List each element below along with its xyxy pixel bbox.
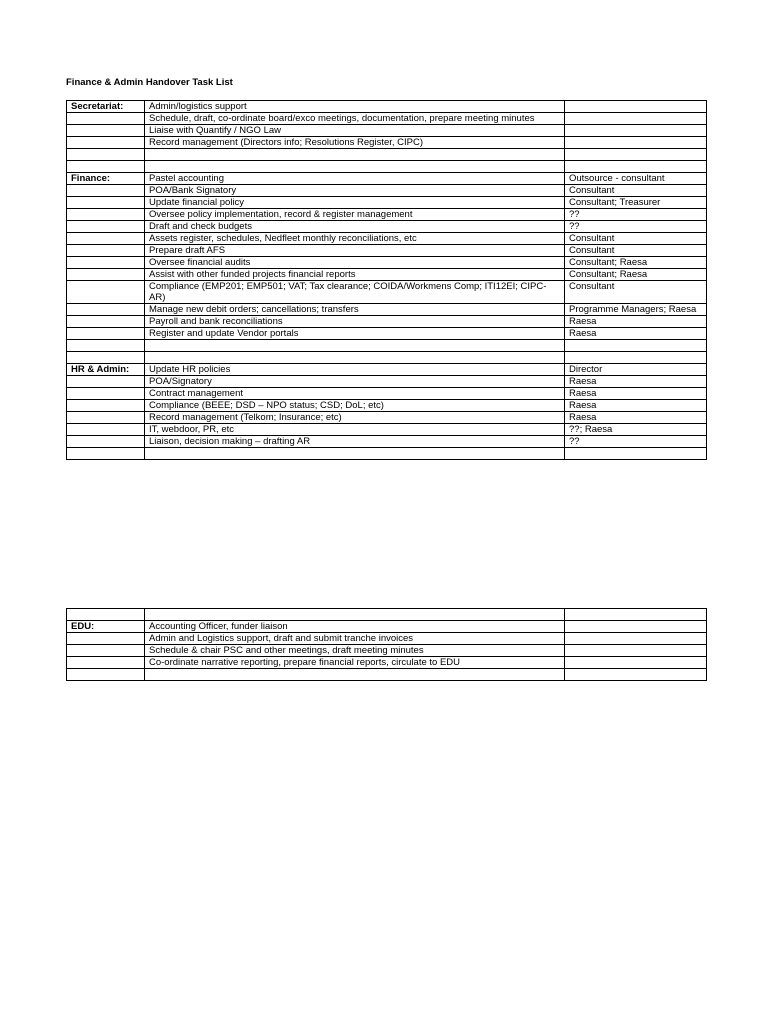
table-row [67,645,707,657]
task-cell [145,340,565,352]
category-cell [67,645,145,657]
category-cell [67,316,145,328]
task-cell [145,669,565,681]
table-row [67,412,707,424]
task-cell [145,161,565,173]
task-cell: IT, webdoor, PR, etc [145,424,565,436]
category-cell [67,328,145,340]
task-cell: Schedule, draft, co-ordinate board/exco meetings, documentation, prepare meeting minutes [145,113,565,125]
responsible-cell [565,113,707,125]
table-row [67,609,707,621]
task-cell: Pastel accounting [145,173,565,185]
category-cell [67,304,145,316]
responsible-cell: Raesa [565,328,707,340]
category-cell [67,448,145,460]
task-cell: Liaison, decision making – drafting AR [145,436,565,448]
responsible-cell [565,161,707,173]
category-cell [67,245,145,257]
table-row [67,364,707,376]
category-cell [67,633,145,645]
category-cell [67,161,145,173]
table-row [67,185,707,197]
table-row [67,657,707,669]
task-cell: Record management (Directors info; Resolutions Register, CIPC) [145,137,565,149]
task-cell: Record management (Telkom; Insurance; etc) [145,412,565,424]
table-row [67,304,707,316]
task-cell: Manage new debit orders; cancellations; transfers [145,304,565,316]
category-cell [67,137,145,149]
table-row [67,221,707,233]
responsible-cell [565,101,707,113]
responsible-cell: Programme Managers; Raesa [565,304,707,316]
responsible-cell [565,352,707,364]
task-cell: Assist with other funded projects financial reports [145,269,565,281]
responsible-cell: ?? [565,221,707,233]
task-cell: Contract management [145,388,565,400]
table-row [67,209,707,221]
table-row [67,125,707,137]
task-cell: Admin and Logistics support, draft and submit tranche invoices [145,633,565,645]
table-row [67,328,707,340]
task-cell: Compliance (BEEE; DSD – NPO status; CSD; DoL; etc) [145,400,565,412]
table-row [67,388,707,400]
responsible-cell: ?? [565,436,707,448]
table-row [67,316,707,328]
category-cell: Secretariat: [67,101,145,113]
responsible-cell: Consultant [565,185,707,197]
task-cell: Oversee policy implementation, record & register management [145,209,565,221]
responsible-cell [565,645,707,657]
task-cell: Prepare draft AFS [145,245,565,257]
table-row [67,669,707,681]
page-title: Finance & Admin Handover Task List [66,77,233,88]
table-row [67,137,707,149]
responsible-cell [565,621,707,633]
category-cell [67,424,145,436]
table-row [67,101,707,113]
responsible-cell: Raesa [565,376,707,388]
category-cell: EDU: [67,621,145,633]
category-cell [67,352,145,364]
task-cell [145,352,565,364]
category-cell [67,388,145,400]
responsible-cell: Raesa [565,388,707,400]
table-row [67,340,707,352]
task-cell [145,609,565,621]
responsible-cell: Consultant [565,245,707,257]
responsible-cell: Director [565,364,707,376]
task-cell: Register and update Vendor portals [145,328,565,340]
category-cell [67,281,145,304]
table-row [67,257,707,269]
task-cell: POA/Signatory [145,376,565,388]
responsible-cell [565,125,707,137]
responsible-cell: Consultant; Raesa [565,269,707,281]
table-row [67,197,707,209]
category-cell [67,412,145,424]
responsible-cell: Raesa [565,316,707,328]
task-cell [145,149,565,161]
table-row [67,621,707,633]
category-cell [67,197,145,209]
table-row [67,269,707,281]
responsible-cell: ??; Raesa [565,424,707,436]
responsible-cell: Consultant; Raesa [565,257,707,269]
table-row [67,173,707,185]
task-cell: Assets register, schedules, Nedfleet monthly reconciliations, etc [145,233,565,245]
responsible-cell: Raesa [565,400,707,412]
category-cell: HR & Admin: [67,364,145,376]
category-cell [67,269,145,281]
table-row [67,149,707,161]
responsible-cell: Raesa [565,412,707,424]
task-cell: Update HR policies [145,364,565,376]
table-row [67,161,707,173]
task-table-main [66,100,707,460]
category-cell [67,221,145,233]
table-row [67,448,707,460]
table-row [67,245,707,257]
task-cell: Schedule & chair PSC and other meetings, draft meeting minutes [145,645,565,657]
category-cell [67,209,145,221]
task-cell: Accounting Officer, funder liaison [145,621,565,633]
responsible-cell [565,149,707,161]
responsible-cell: Outsource - consultant [565,173,707,185]
responsible-cell: Consultant [565,233,707,245]
table-row [67,633,707,645]
table-row [67,424,707,436]
task-cell: Update financial policy [145,197,565,209]
task-cell: Co-ordinate narrative reporting, prepare financial reports, circulate to EDU [145,657,565,669]
responsible-cell: Consultant; Treasurer [565,197,707,209]
responsible-cell [565,633,707,645]
table-row [67,233,707,245]
table-row [67,376,707,388]
category-cell [67,257,145,269]
category-cell [67,609,145,621]
category-cell [67,657,145,669]
table-row [67,113,707,125]
task-table-edu [66,608,707,681]
task-cell [145,448,565,460]
responsible-cell: ?? [565,209,707,221]
category-cell [67,340,145,352]
category-cell [67,149,145,161]
task-cell: Admin/logistics support [145,101,565,113]
category-cell [67,669,145,681]
responsible-cell [565,609,707,621]
table-row [67,436,707,448]
category-cell: Finance: [67,173,145,185]
task-cell: Draft and check budgets [145,221,565,233]
table-row [67,400,707,412]
table-row [67,281,707,304]
responsible-cell: Consultant [565,281,707,304]
category-cell [67,185,145,197]
task-cell: Payroll and bank reconciliations [145,316,565,328]
category-cell [67,113,145,125]
category-cell [67,233,145,245]
responsible-cell [565,340,707,352]
responsible-cell [565,669,707,681]
table-row [67,352,707,364]
responsible-cell [565,137,707,149]
task-cell: Liaise with Quantify / NGO Law [145,125,565,137]
responsible-cell [565,657,707,669]
task-cell: POA/Bank Signatory [145,185,565,197]
task-cell: Oversee financial audits [145,257,565,269]
category-cell [67,376,145,388]
category-cell [67,400,145,412]
category-cell [67,125,145,137]
task-cell: Compliance (EMP201; EMP501; VAT; Tax clearance; COIDA/Workmens Comp; ITI12EI; CIPC- AR) [145,281,565,304]
responsible-cell [565,448,707,460]
category-cell [67,436,145,448]
